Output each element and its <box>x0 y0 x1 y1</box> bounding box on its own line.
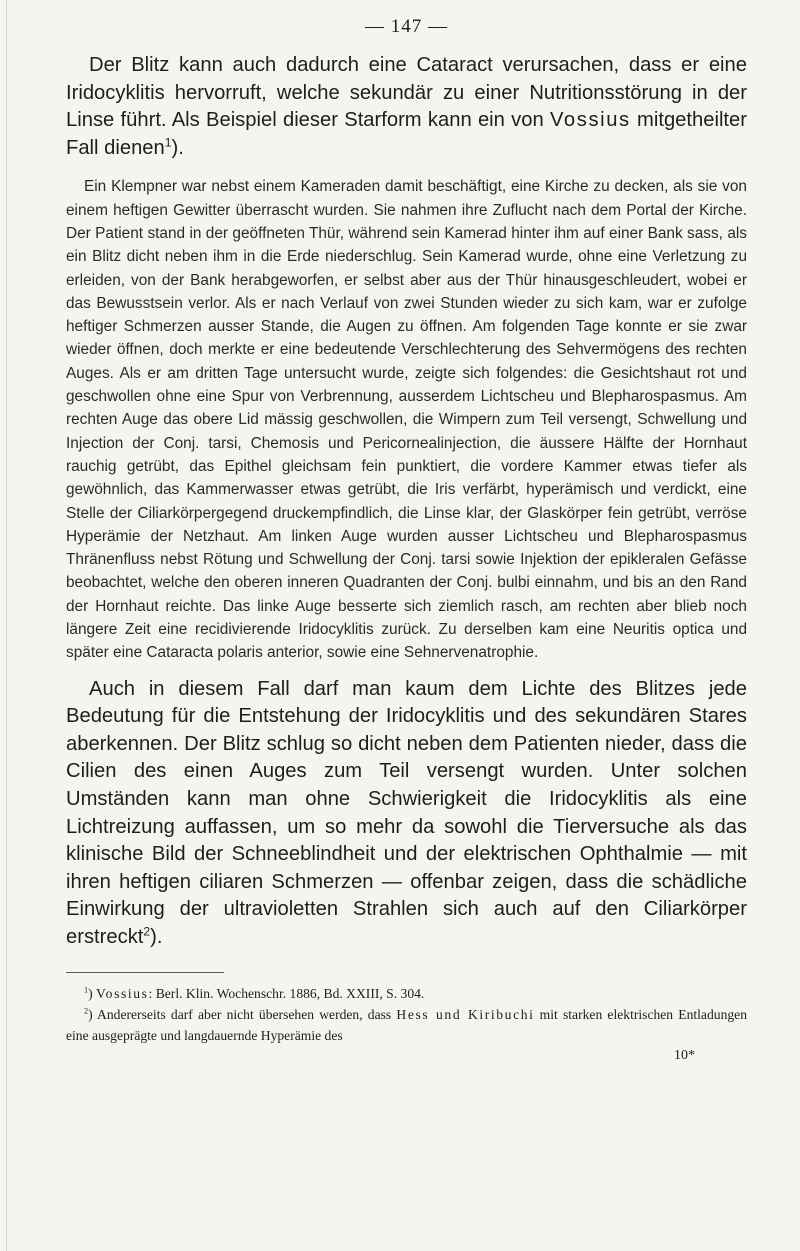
discussion-close: ). <box>150 925 163 948</box>
case-report-paragraph: Ein Klempner war nebst einem Kameraden damit beschäftigt, eine Kirche zu decken, als sie von einem heftigen Gewitter überrascht wurden. Sie nahmen ihre Zuflucht nach dem Portal der Kirche. Der Patient stand in der geöffneten Thür, während sein Kamerad hinter ihm auf einer Bank sass, als ein Blitz dicht neben ihm in die Erde niederschlug. Sein Kamerad wurde, ohne eine Verletzung zu erleiden, von der Bank herabgeworfen, er selbst aber aus der Thür hinausgeschleudert, wobei er das Bewusstsein verlor. Als er nach Verlauf von zwei Stunden wieder zu sich kam, war er zufolge heftiger Schmerzen ausser Stande, die Augen zu öffnen. Am folgenden Tage konnte er sie zwar wieder öffnen, doch merkte er eine bedeutende Verschlechterung des Sehvermögens des rechten Auges. Als er am dritten Tage untersucht wurde, zeigte sich folgendes: die Gesichtshaut rot und geschwollen ohne eine Spur von Verbrennung, ausserdem Lichtscheu und Blepharospasmus. Am rechten Auge das obere Lid mässig geschwollen, die Wimpern zum Teil versengt, Schwellung und Injection der Conj. tarsi, Chemosis und Pericornealinjection, die äussere Hälfte der Hornhaut rauchig getrübt, das Epithel gleichsam fein punktiert, die vordere Kammer etwas tiefer als gewöhnlich, das Kammerwasser etwas getrübt, die Iris verfärbt, hyperämisch und verdickt, eine Stelle der Ciliarkörpergegend druckempfindlich, die Linse klar, der Glaskörper fein getrübt, verröse Hyperämie der Netzhaut. Am linken Auge wurden ausser Lichtscheu und Blepharospasmus Thränenfluss nebst Rötung und Schwellung der Conj. tarsi sowie Injektion der epikleralen Gefässe beobachtet, welche den oberen inneren Quadranten der Conj. bulbi einnahm, und bis an den Rand der Hornhaut reichte. Das linke Auge besserte sich ziemlich rasch, am rechten aber blieb noch längere Zeit eine recidivierende Iridocyklitis zurück. Zu derselben kam eine Neuritis optica und später eine Cataracta polaris anterior, sowie eine Sehnervenatrophie. <box>66 178 747 662</box>
footnote-2-text-pre: Andererseits darf aber nicht übersehen werden, dass <box>97 1006 397 1022</box>
discussion-text: Auch in diesem Fall darf man kaum dem Lichte des Blitzes jede Bedeutung für die Entstehung der Iridocyklitis und des sekundären Stares aberkennen. Der Blitz schlug so dicht neben dem Patienten nieder, dass die Cilien des einen Auges zum Teil versengt wurden. Unter solchen Umständen kann man ohne Schwierigkeit die Iridocyklitis als eine Lichtreizung auffassen, um so mehr da sowohl die Tierversuche als das klinische Bild der Schneeblindheit und der elektrischen Ophthalmie — mit ihren heftigen ciliaren Schmerzen — offenbar zeigen, dass die schädliche Einwirkung der ultravioletten Strahlen sich auch auf den Ciliarkörper erstreckt <box>66 677 747 948</box>
footnote-1-text: : Berl. Klin. Wochenschr. 1886, Bd. XXIII, S. 304. <box>148 985 425 1001</box>
footnote-1: $^1$) Vossius: Berl. Klin. Wochenschr. 1886, Bd. XXIII, S. 304. <box>84 985 425 1001</box>
footnote-divider <box>66 972 224 973</box>
page-number: — 147 — <box>365 16 448 37</box>
footnote-ref-2: 2 <box>143 924 151 939</box>
footnote-1-author: Vossius <box>96 985 149 1001</box>
paragraph-intro <box>66 52 747 162</box>
footnote-2: $^2$) Andererseits darf aber nicht übersehen werden, dass Hess und Kiribuchi mit starken elektrischen Entladungen eine ausgeprägte und langdauernde Hyperämie des <box>66 1006 747 1043</box>
intro-close: ). <box>171 136 184 159</box>
footnote-2-mark: 2 <box>84 1006 89 1016</box>
author-name-vossius: Vossius <box>549 109 631 132</box>
footnote-2-text-post: mit starken elektrischen Entladungen eine ausgeprägte und langdauernde Hyperämie des <box>66 1006 747 1043</box>
footnote-ref-1: 1 <box>164 135 172 150</box>
intro-text-end: mitgetheilter Fall dienen <box>66 109 747 159</box>
paragraph-discussion <box>66 676 747 952</box>
page-edge-line <box>6 0 7 1251</box>
intro-text: Der Blitz kann auch dadurch eine Cataract verursachen, dass er eine Iridocyklitis hervorruft, welche sekundär zu einer Nutritionsstörung in der Linse führt. Als Beispiel dieser Starform kann ein von <box>66 54 747 132</box>
signature-mark: 10* <box>674 1047 695 1063</box>
footnote-1-mark: 1 <box>84 985 89 995</box>
footnote-2-authors: Hess und Kiribuchi <box>396 1006 535 1022</box>
